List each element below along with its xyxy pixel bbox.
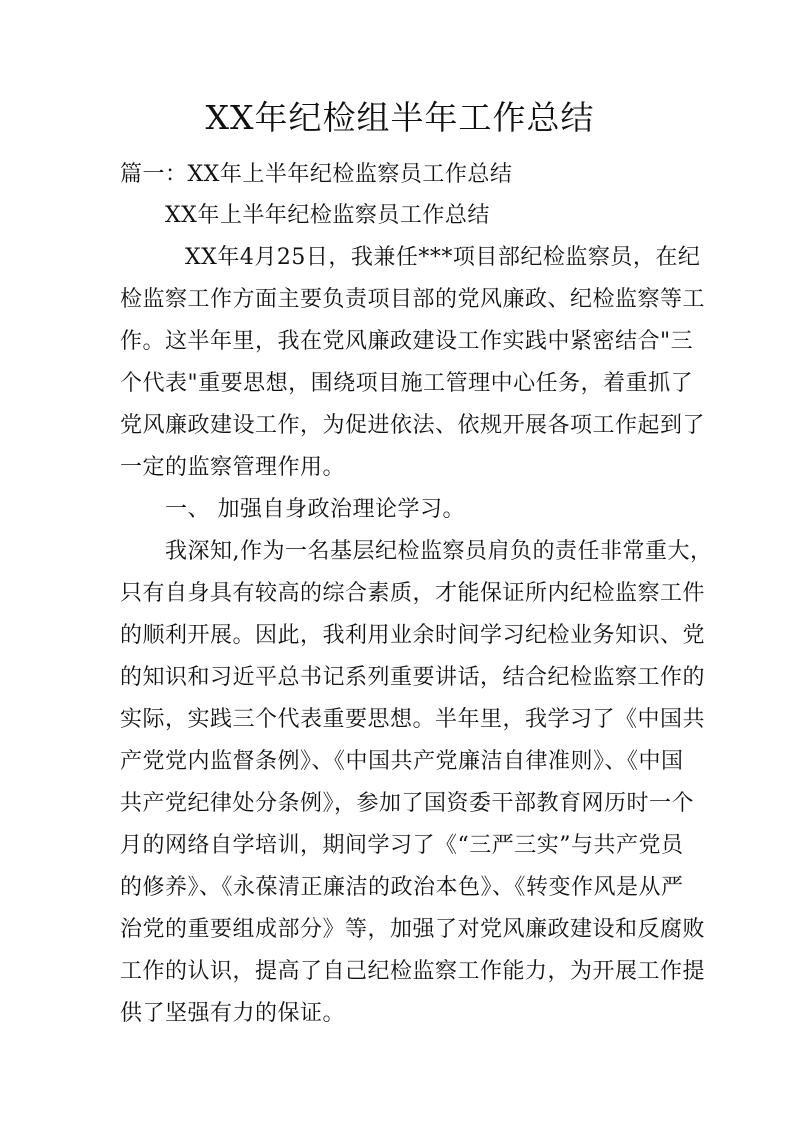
paragraph-line: 产党党内监督条例》、《中国共产党廉洁自律准则》、《中国: [120, 749, 684, 774]
paragraph-line: 共产党纪律处分条例》，参加了国资委干部教育网历时一个: [120, 791, 695, 816]
document-title: XX年纪检组半年工作总结: [205, 98, 595, 137]
paragraph-line: 的修养》、《永葆清正廉洁的政治本色》、《转变作风是从严: [120, 875, 684, 900]
numbered-heading: 一、 加强自身政治理论学习。: [165, 497, 465, 522]
paragraph-line: 的顺利开展。因此，我利用业余时间学习纪检业务知识、党: [120, 623, 706, 648]
paragraph-line: 党风廉政建设工作，为促进依法、依规开展各项工作起到了: [120, 413, 706, 438]
paragraph-line: 治党的重要组成部分》等，加强了对党风廉政建设和反腐败: [120, 917, 706, 942]
paragraph-line: 只有自身具有较高的综合素质，才能保证所内纪检监察工件: [120, 581, 706, 606]
section-heading: 篇一：XX年上半年纪检监察员工作总结: [120, 162, 513, 187]
paragraph-line: 供了坚强有力的保证。: [120, 1001, 346, 1026]
paragraph-line: 我深知,作为一名基层纪检监察员肩负的责任非常重大，: [165, 539, 713, 564]
paragraph-line: 实际，实践三个代表重要思想。半年里，我学习了《中国共: [120, 707, 706, 732]
subtitle: XX年上半年纪检监察员工作总结: [165, 203, 490, 228]
paragraph-line: 一定的监察管理作用。: [120, 455, 346, 480]
paragraph-line: XX年4月25日，我兼任***项目部纪检监察员，在纪: [185, 245, 701, 270]
paragraph-line: 个代表"重要思想，围绕项目施工管理中心任务，着重抓了: [120, 371, 694, 396]
paragraph-line: 检监察工作方面主要负责项目部的党风廉政、纪检监察等工: [120, 287, 706, 312]
paragraph-line: 作。这半年里，我在党风廉政建设工作实践中紧密结合"三: [120, 329, 694, 354]
paragraph-line: 的知识和习近平总书记系列重要讲话，结合纪检监察工作的: [120, 665, 706, 690]
paragraph-line: 月的网络自学培训，期间学习了《“三严三实”与共产党员: [120, 833, 684, 858]
paragraph-line: 工作的认识，提高了自己纪检监察工作能力，为开展工作提: [120, 959, 706, 984]
